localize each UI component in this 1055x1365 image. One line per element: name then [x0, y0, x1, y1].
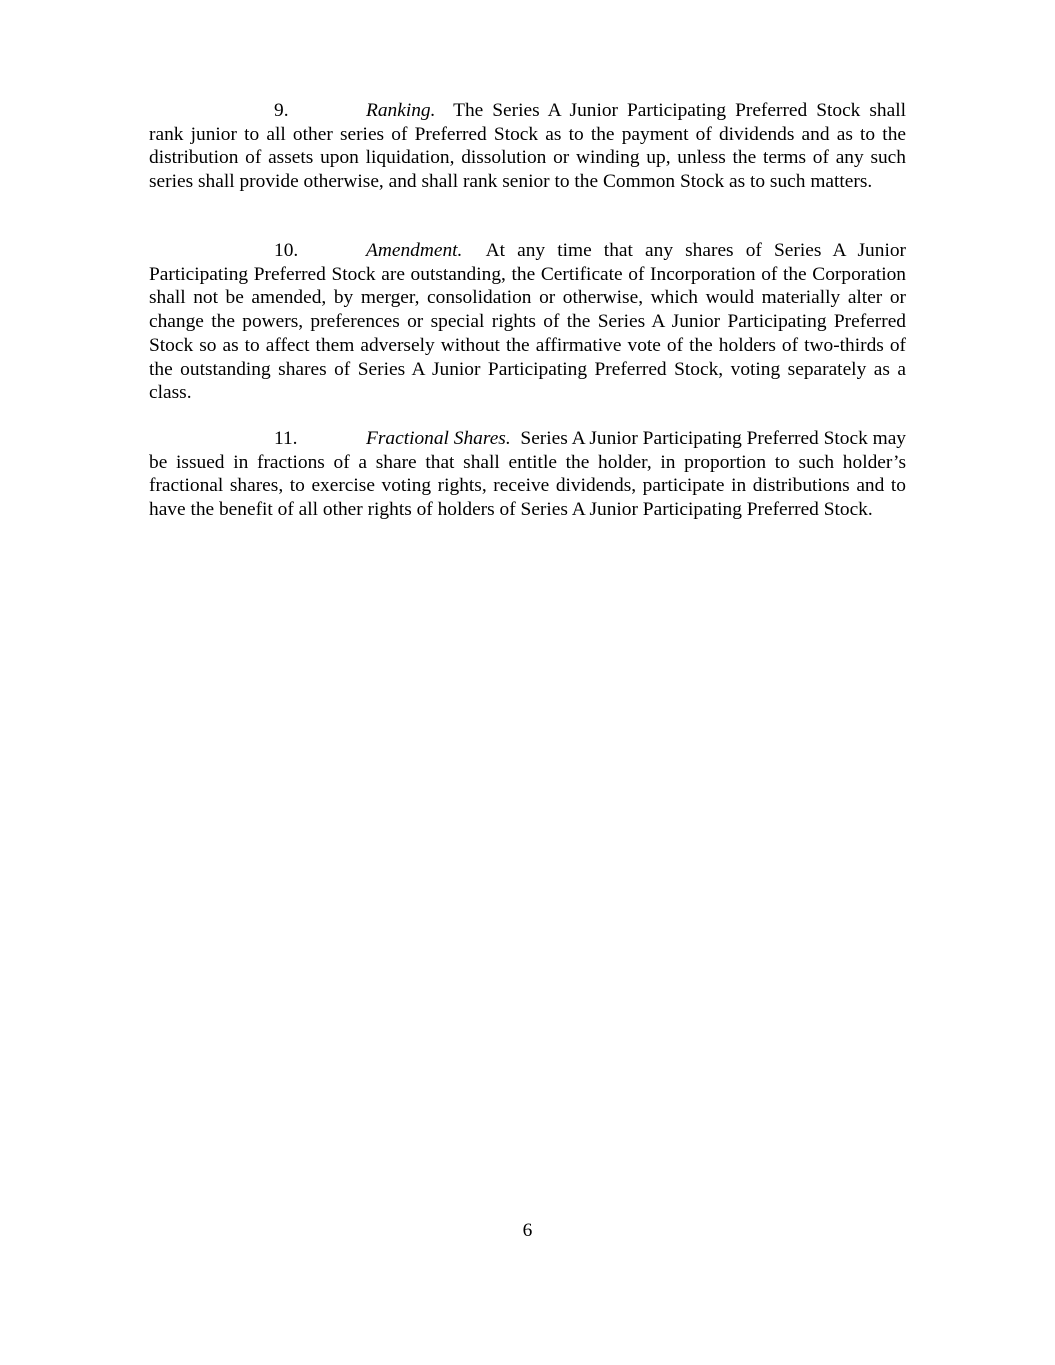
section-heading: Amendment. — [366, 240, 463, 261]
section-11-fractional-shares — [149, 427, 906, 522]
section-body: At any time that any shares of Series A Junior Participating Preferred Stock are outstanding, the Certificate of Incorporation of the Corporation shall not be amended, by merger, consolidation or otherwise, which would materially alter or change the powers, preferences or special rights of the Series A Junior Participating Preferred Stock so as to affect them adversely without the affirmative vote of the holders of two-thirds of the outstanding shares of Series A Junior Participating Preferred Stock, voting separately as a class. — [149, 240, 906, 404]
section-9-ranking — [149, 99, 906, 194]
section-10-amendment — [149, 239, 906, 405]
section-body: Series A Junior Participating Preferred Stock may be issued in fractions of a share that shall entitle the holder, in proportion to such holder’s fractional shares, to exercise voting rights, receive dividends, participate in distributions and to have the benefit of all other rights of holders of Series A Junior Participating Preferred Stock. — [149, 428, 906, 521]
page-number: 6 — [522, 1220, 533, 1241]
section-number: 9. — [274, 100, 289, 121]
section-number: 11. — [274, 428, 298, 449]
section-number: 10. — [274, 240, 299, 261]
section-heading: Fractional Shares. — [366, 428, 511, 449]
section-body: The Series A Junior Participating Preferred Stock shall rank junior to all other series of Preferred Stock as to the payment of dividends and as to the distribution of assets upon liquidation, dissolution or winding up, unless the terms of any such series shall provide otherwise, and shall rank senior to the Common Stock as to such matters. — [149, 100, 906, 193]
section-heading: Ranking. — [366, 100, 436, 121]
